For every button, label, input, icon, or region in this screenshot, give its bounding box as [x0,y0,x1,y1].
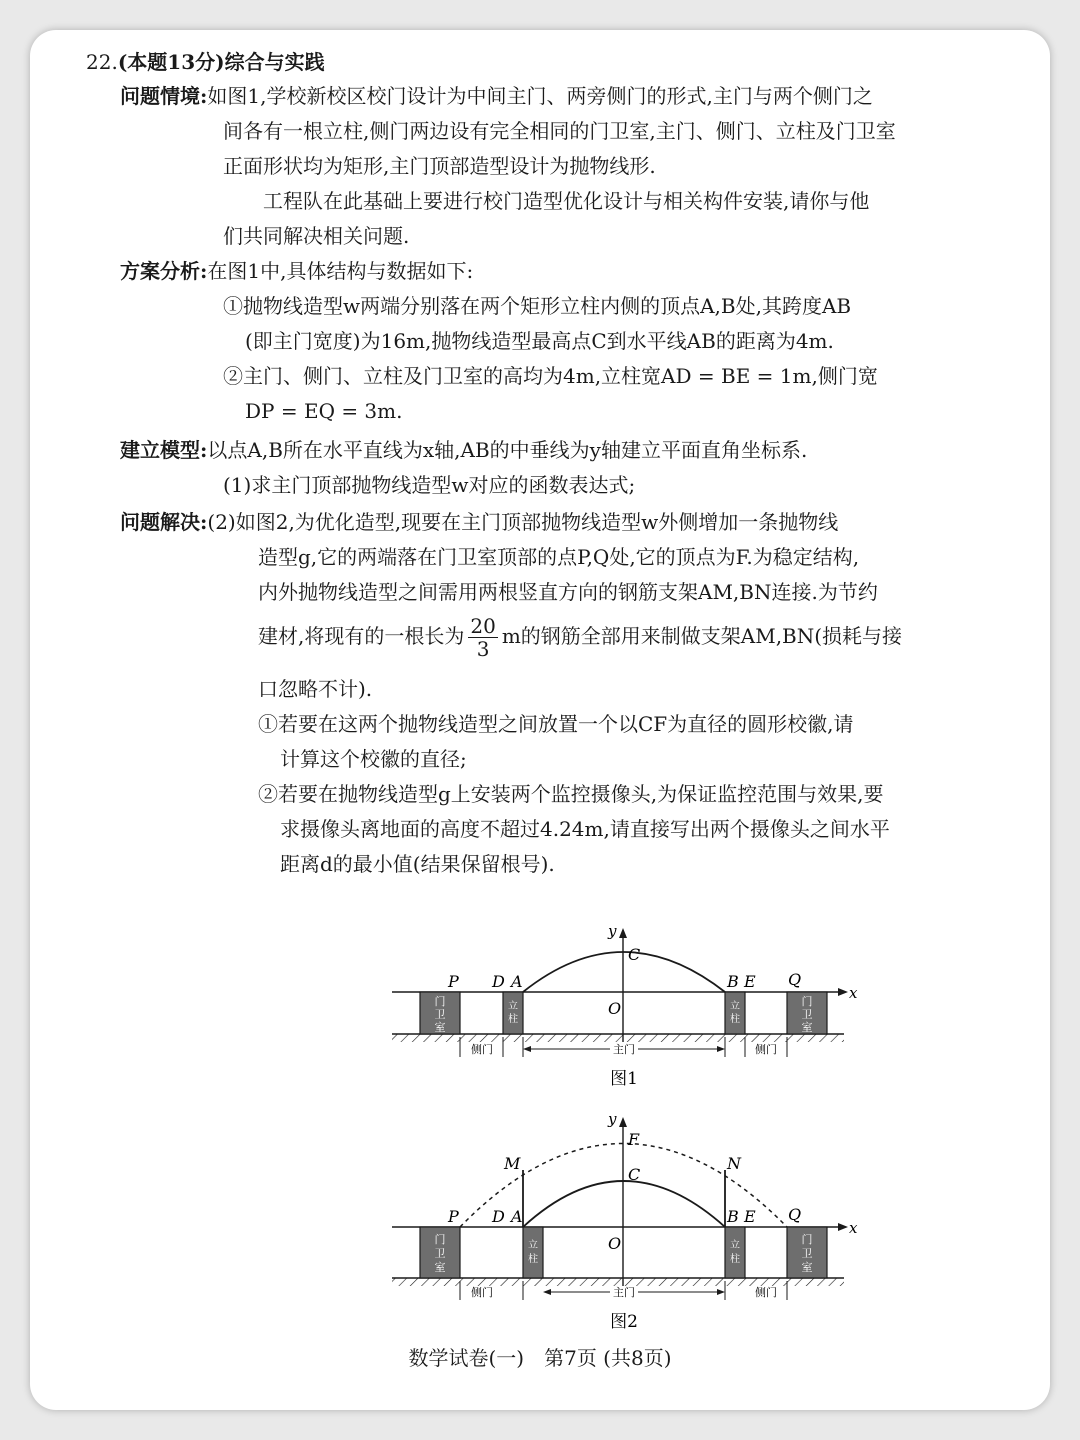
solve-row [120,508,838,536]
guard-room-right-char3: 室 [801,1261,813,1274]
label-x: x [849,984,858,1002]
question-2-item2-a: ②若要在抛物线造型g上安装两个监控摄像头,为保证监控范围与效果,要 [258,782,884,806]
label-x: x [849,1219,858,1237]
pillar-left [503,992,523,1034]
analysis-intro: 在图1中,具体结构与数据如下: [207,259,474,283]
situation-line2: 间各有一根立柱,侧门两边设有完全相同的门卫室,主门、侧门、立柱及门卫室 [223,119,896,143]
guard-room-right-char1: 门 [801,995,813,1008]
arrow-head [717,1046,725,1052]
label-O: O [608,999,622,1018]
arrow-head [543,1289,551,1295]
fraction-denominator: 3 [476,637,490,661]
guard-room-right-char2: 卫 [801,1008,813,1021]
question-2-line4-post: m的钢筋全部用来制做支架AM,BN(损耗与接 [501,624,903,648]
analysis-item2-b: DP = EQ = 3m. [245,399,403,423]
problem-number: 22. [86,50,118,74]
analysis-item2-a: ②主门、侧门、立柱及门卫室的高均为4m,立柱宽AD = BE = 1m,侧门宽 [223,364,878,388]
question-2-line3: 内外抛物线造型之间需用两根竖直方向的钢筋支架AM,BN连接.为节约 [258,580,878,604]
question-1: (1)求主门顶部抛物线造型w对应的函数表达式; [223,473,636,497]
label-E: E [744,1207,756,1226]
pillar-left-char1: 立 [528,1240,538,1251]
pillar-left-char2: 柱 [508,1014,518,1025]
question-2-item2-c: 距离d的最小值(结果保留根号). [280,852,555,876]
guard-room-right-char3: 室 [801,1021,813,1034]
parabola-w [523,952,725,992]
label-C: C [628,1165,641,1184]
x-axis-arrow [838,988,848,996]
pillar-right-char1: 立 [730,1001,740,1012]
analysis-row [120,257,473,285]
fraction-twenty-thirds [468,615,497,660]
analysis-item1-b: (即主门宽度)为16m,抛物线造型最高点C到水平线AB的距离为4m. [245,329,834,353]
side-gate-left-label: 侧门 [471,1043,493,1056]
label-E: E [744,972,756,991]
arrow-head [717,1289,725,1295]
main-gate-label: 主门 [613,1043,635,1056]
situation-line4: 工程队在此基础上要进行校门造型优化设计与相关构件安装,请你与他 [263,189,870,213]
figure-1-caption: 图1 [610,1069,638,1089]
label-y: y [608,1110,617,1128]
pillar-right-char2: 柱 [730,1014,740,1025]
arrow-head [523,1046,531,1052]
situation-row1 [120,82,873,110]
guard-room-left-char3: 室 [434,1261,446,1274]
guard-room-left-char1: 门 [434,995,446,1008]
model-text: 以点A,B所在水平直线为x轴,AB的中垂线为y轴建立平面直角坐标系. [207,438,808,462]
guard-room-left-char3: 室 [434,1021,446,1034]
question-2-item2-b: 求摄像头离地面的高度不超过4.24m,请直接写出两个摄像头之间水平 [280,817,890,841]
label-Q: Q [788,1205,802,1224]
pillar-right [725,992,745,1034]
label-B: B [727,972,739,991]
label-M: M [504,1154,521,1173]
question-2-line4 [258,615,902,665]
y-axis-arrow [619,928,627,938]
y-axis-arrow [619,1117,627,1127]
side-gate-right-label: 侧门 [755,1043,777,1056]
main-gate-label: 主门 [613,1286,635,1299]
situation-line1: 如图1,学校新校区校门设计为中间主门、两旁侧门的形式,主门与两个侧门之 [207,84,873,108]
figure-2 [30,1100,1050,1340]
pillar-right [725,1227,745,1278]
pillar-left [523,1227,543,1278]
label-C: C [628,945,641,964]
analysis-label: 方案分析: [120,259,208,283]
question-2-item1-a: ①若要在这两个抛物线造型之间放置一个以CF为直径的圆形校徽,请 [258,712,854,736]
situation-line3: 正面形状均为矩形,主门顶部造型设计为抛物线形. [223,154,656,178]
x-axis-arrow [838,1223,848,1231]
pillar-left-char2: 柱 [528,1254,538,1265]
label-P: P [448,1207,459,1226]
solve-label: 问题解决: [120,510,208,534]
label-D: D [492,1207,505,1226]
figure-2-caption: 图2 [610,1312,638,1332]
model-label: 建立模型: [120,438,208,462]
guard-room-left-char2: 卫 [434,1008,446,1021]
question-2-line4-pre: 建材,将现有的一根长为 [258,624,465,648]
guard-room-right-char1: 门 [801,1233,813,1246]
page-footer: 数学试卷(一) 第7页 (共8页) [408,1346,672,1370]
exam-page [30,30,1050,1410]
guard-room-right-char2: 卫 [801,1247,813,1260]
situation-line5: 们共同解决相关问题. [223,224,410,248]
label-A: A [511,1207,523,1226]
label-P: P [448,972,459,991]
label-A: A [511,972,523,991]
pillar-right-char1: 立 [730,1240,740,1251]
fraction-numerator: 20 [470,614,496,638]
question-2-line2: 造型g,它的两端落在门卫室顶部的点P,Q处,它的顶点为F.为稳定结构, [258,545,860,569]
model-row [120,436,807,464]
pillar-left-char1: 立 [508,1001,518,1012]
analysis-item1-a: ①抛物线造型w两端分别落在两个矩形立柱内侧的顶点A,B处,其跨度AB [223,294,852,318]
label-D: D [492,972,505,991]
parabola-w [523,1181,725,1227]
label-F: F [628,1130,640,1149]
label-N: N [727,1154,741,1173]
side-gate-left-label: 侧门 [471,1286,493,1299]
question-2-line1: (2)如图2,为优化造型,现要在主门顶部抛物线造型w外侧增加一条抛物线 [207,510,839,534]
label-y: y [608,922,617,940]
label-B: B [727,1207,739,1226]
label-O: O [608,1234,622,1253]
side-gate-right-label: 侧门 [755,1286,777,1299]
question-2-line5: 口忽略不计). [258,677,373,701]
figure-1 [30,892,1050,1092]
situation-label: 问题情境: [120,84,208,108]
question-2-item1-b: 计算这个校徽的直径; [280,747,467,771]
guard-room-left-char1: 门 [434,1233,446,1246]
problem-header-note: (本题13分)综合与实践 [117,50,325,74]
guard-room-left-char2: 卫 [434,1247,446,1260]
label-Q: Q [788,970,802,989]
pillar-right-char2: 柱 [730,1254,740,1265]
problem-header [86,48,325,76]
